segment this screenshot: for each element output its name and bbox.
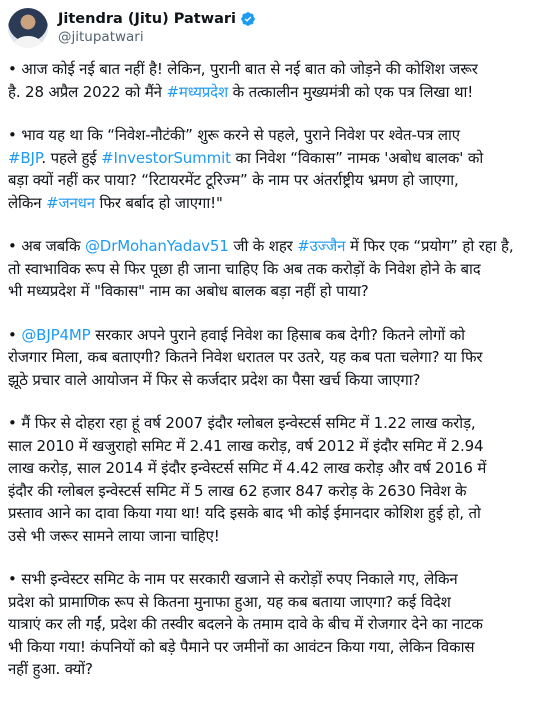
- text-line: [8, 369, 556, 392]
- text-segment: लेकिन: [8, 193, 47, 212]
- hashtag-link[interactable]: #उज्जैन: [297, 237, 346, 255]
- text-segment: प्रदेश को प्रामाणिक रूप से कितना मुनाफा हुआ, यह कब बताया जाएगा? कई विदेश: [8, 592, 451, 611]
- text-line: [8, 502, 556, 525]
- text-segment: इंदौर की ग्लोबल इन्वेस्टर्स समिट में 5 लाख 62 हजार 847 करोड़ के 2630 निवेश के: [8, 481, 467, 500]
- text-segment: है. 28 अप्रैल 2022 को मैंने: [8, 82, 167, 101]
- tweet-paragraph: [8, 324, 556, 392]
- name-row: [58, 10, 256, 28]
- text-segment: बड़ा क्यों नहीं कर पाया? “रिटायरमेंट टूरिज्म” के नाम पर अंतर्राष्ट्रीय भ्रमण हो जाएगा,: [8, 171, 459, 189]
- text-segment: के तत्कालीन मुख्यमंत्री को एक पत्र लिखा था!: [228, 82, 474, 101]
- text-line: [8, 525, 556, 548]
- tweet-text: [8, 58, 556, 702]
- text-segment: प्रस्ताव आने का दावा किया गया था! यदि इसके बाद भी कोई ईमानदार कोशिश हुई हो, तो: [8, 504, 481, 522]
- hashtag-link[interactable]: #जनधन: [46, 193, 95, 212]
- text-segment: में फिर एक “प्रयोग” हो रहा है,: [345, 237, 514, 255]
- text-line: [8, 280, 556, 303]
- tweet-paragraph: [8, 124, 556, 214]
- text-line: [8, 658, 556, 681]
- text-segment: लाख करोड़, साल 2014 में इंदौर इन्वेस्टर्स समिट में 4.42 लाख करोड़ और वर्ष 2016 में: [8, 459, 487, 477]
- text-segment: • भाव यह था कि “निवेश-नौटंकी” शुरू करने से पहले, पुराने निवेश पर श्वेत-पत्र लाए: [8, 126, 460, 144]
- author-names: [58, 10, 256, 46]
- verified-badge-icon: [240, 11, 256, 27]
- text-segment: तो स्वाभाविक रूप से फिर पूछा ही जाना चाहिए कि अब तक करोड़ों के निवेश होने के बाद: [8, 259, 481, 278]
- avatar[interactable]: [8, 8, 48, 48]
- text-segment: भी किया गया! कंपनियों को बड़े पैमाने पर जमीनों का आवंटन किया गया, लेकिन विकास: [8, 637, 475, 656]
- handle[interactable]: @jitupatwari: [58, 29, 144, 45]
- text-segment: • अब जबकि: [8, 237, 85, 255]
- text-line: [8, 568, 556, 591]
- text-line: [8, 613, 556, 636]
- text-segment: जी के शहर: [228, 237, 298, 255]
- hashtag-link[interactable]: #मध्यप्रदेश: [166, 82, 228, 101]
- text-line: [8, 480, 556, 503]
- text-line: [8, 412, 556, 435]
- text-segment: रोजगार मिला, कब बताएगी? कितने निवेश धरातल पर उतरे, यह कब पता चलेगा? या फिर: [8, 348, 483, 366]
- text-segment: • मैं फिर से दोहरा रहा हूं वर्ष 2007 इंदौर ग्लोबल इन्वेस्टर्स समिट में 1.22 लाख करोड़,: [8, 414, 476, 432]
- text-line: [8, 591, 556, 614]
- text-segment: का निवेश “विकास” नामक 'अबोध बालक' को: [230, 148, 484, 167]
- mention-link[interactable]: @BJP4MP: [21, 325, 91, 344]
- text-line: [8, 58, 556, 81]
- text-line: [8, 81, 556, 104]
- text-segment: फिर बर्बाद हो जाएगा!": [94, 193, 223, 212]
- text-line: [8, 192, 556, 215]
- text-line: [8, 324, 556, 347]
- text-segment: यात्राएं कर ली गईं, प्रदेश की तस्वीर बदलने के तमाम दावे के बीच में रोजगार देने का नाटक: [8, 615, 483, 633]
- text-line: [8, 346, 556, 369]
- text-segment: . पहले हुई: [41, 148, 102, 167]
- text-line: [8, 169, 556, 192]
- text-line: [8, 235, 556, 258]
- text-segment: साल 2010 में खजुराहो समिट में 2.41 लाख करोड़, वर्ष 2012 में इंदौर समिट में 2.94: [8, 436, 484, 455]
- text-segment: •: [8, 325, 22, 344]
- tweet-paragraph: [8, 235, 556, 303]
- hashtag-link[interactable]: #InvestorSummit: [101, 148, 231, 167]
- tweet-paragraph: [8, 568, 556, 681]
- text-line: [8, 636, 556, 659]
- text-line: [8, 258, 556, 281]
- mention-link[interactable]: @DrMohanYadav51: [84, 237, 229, 255]
- text-segment: झूठे प्रचार वाले आयोजन में फिर से कर्जदार प्रदेश का पैसा खर्च किया जाएगा?: [8, 370, 421, 389]
- text-segment: • सभी इन्वेस्टर समिट के नाम पर सरकारी खजाने से करोड़ों रुपए निकाले गए, लेकिन: [8, 570, 458, 588]
- text-segment: उसे भी जरूर सामने लाया जाना चाहिए!: [8, 526, 220, 545]
- tweet-paragraph: [8, 58, 556, 103]
- text-line: [8, 435, 556, 458]
- hashtag-link[interactable]: #BJP: [8, 148, 42, 167]
- display-name[interactable]: Jitendra (Jitu) Patwari: [58, 11, 236, 27]
- text-line: [8, 147, 556, 170]
- text-segment: सरकार अपने पुराने हवाई निवेश का हिसाब कब देगी? कितने लोगों को: [90, 325, 465, 344]
- text-line: [8, 124, 556, 147]
- tweet-header: [8, 6, 256, 50]
- text-segment: भी मध्यप्रदेश में "विकास" नाम का अबोध बालक बड़ा नहीं हो पाया?: [8, 282, 369, 300]
- text-segment: • आज कोई नई बात नहीं है! लेकिन, पुरानी बात से नई बात को जोड़ने की कोशिश जरूर: [8, 60, 478, 78]
- text-line: [8, 457, 556, 480]
- tweet-paragraph: [8, 412, 556, 547]
- text-segment: नहीं हुआ. क्यों?: [8, 660, 93, 678]
